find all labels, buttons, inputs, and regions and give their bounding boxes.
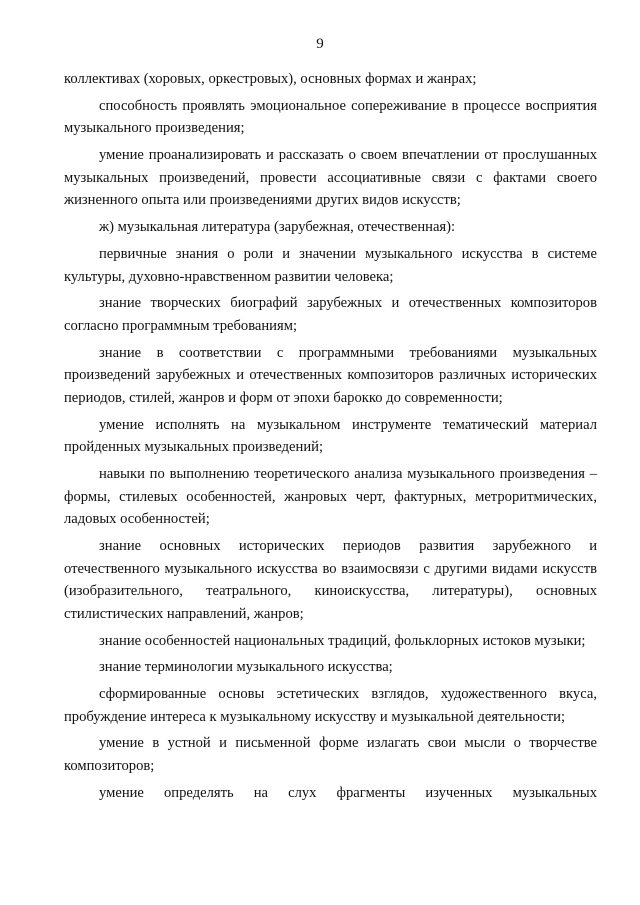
paragraph: умение в устной и письменной форме излагать свои мысли о творчестве композиторов; [64,735,597,775]
paragraph: сформированные основы эстетических взглядов, художественного вкуса, пробуждение интереса к музыкальному искусству и музыкальной деятельности; [64,686,597,725]
body-text [64,68,597,809]
paragraph: знание особенностей национальных традиций, фольклорных истоков музыки; [99,632,586,649]
paragraph: знание творческих биографий зарубежных и отечественных композиторов согласно программным требованиям; [64,295,597,334]
page-number: 9 [316,36,324,52]
paragraph: умение исполнять на музыкальном инструменте тематический материал пройденных музыкальных произведений; [64,416,597,456]
paragraph: умение определять на слух фрагменты изученных музыкальных [99,784,597,801]
paragraph: умение проанализировать и рассказать о своем впечатлении от прослушанных музыкальных произведений, провести ассоциативные связи с фактами своего жизненного опыта или произведениями других видов искусств; [64,147,597,209]
paragraph: знание в соответствии с программными требованиями музыкальных произведений зарубежных и отечественных композиторов различных исторических периодов, стилей, жанров и форм от эпохи барокко до современности; [64,344,597,406]
paragraph: знание основных исторических периодов развития зарубежного и отечественного музыкального искусства во взаимосвязи с другими видами искусств (изобразительного, театрального, киноискусства, литературы), основных стилистических направлений, жанров; [64,537,597,622]
paragraph: коллективах (хоровых, оркестровых), основных формах и жанрах; [64,71,477,87]
section-heading: ж) музыкальная литература (зарубежная, отечественная): [99,219,456,236]
paragraph: способность проявлять эмоциональное сопереживание в процессе восприятия музыкального произведения; [64,97,597,137]
paragraph: знание терминологии музыкального искусства; [99,659,393,676]
paragraph: первичные знания о роли и значении музыкального искусства в системе культуры, духовно-нравственном развитии человека; [64,245,597,285]
paragraph: навыки по выполнению теоретического анализа музыкального произведения – формы, стилевых особенностей, жанровых черт, фактурных, метроритмических, ладовых особенностей; [64,466,597,528]
